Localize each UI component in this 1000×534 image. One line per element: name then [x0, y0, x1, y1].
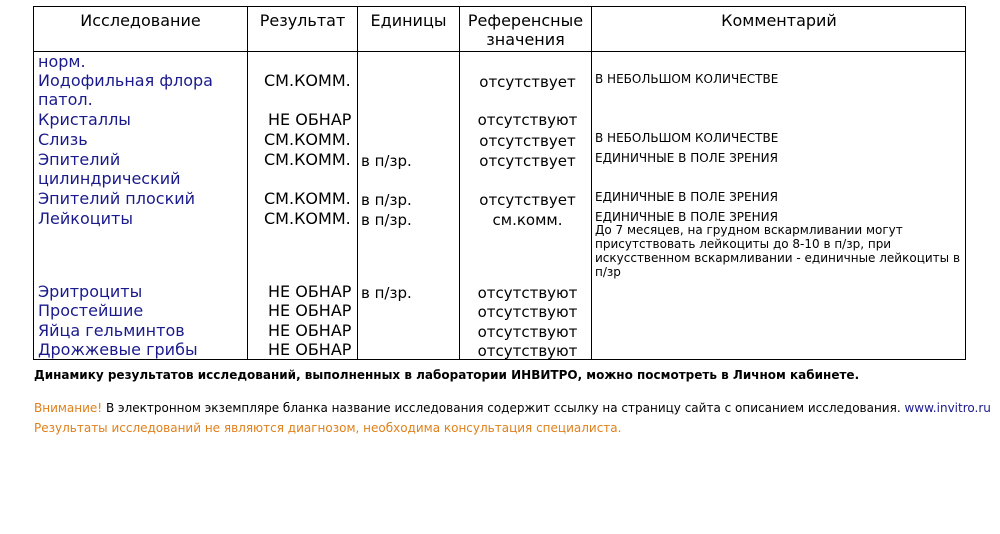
result-value: НЕ ОБНАР	[268, 110, 352, 129]
comment-value: ЕДИНИЧНЫЕ В ПОЛЕ ЗРЕНИЯ	[595, 210, 778, 224]
result-value: СМ.КОММ.	[264, 130, 351, 149]
study-name-line[interactable]: патол.	[38, 90, 93, 109]
reference-value: отсутствуют	[477, 111, 578, 129]
study-name-line[interactable]: Дрожжевые грибы	[38, 340, 198, 359]
reference-value: см.комм.	[492, 211, 563, 229]
comment-value: ЕДИНИЧНЫЕ В ПОЛЕ ЗРЕНИЯ	[595, 190, 778, 204]
unit-value: в п/зр.	[361, 152, 412, 170]
col-divider	[357, 7, 358, 359]
comment-value: В НЕБОЛЬШОМ КОЛИЧЕСТВЕ	[595, 131, 779, 145]
result-value: СМ.КОММ.	[264, 209, 351, 228]
result-value: НЕ ОБНАР	[268, 301, 352, 320]
site-link[interactable]: www.invitro.ru	[904, 401, 991, 415]
disclaimer: Результаты исследований не являются диагнозом, необходима консультация специалиста.	[34, 421, 622, 435]
study-name-line[interactable]: Простейшие	[38, 301, 144, 320]
result-value: НЕ ОБНАР	[268, 282, 352, 301]
header-result: Результат	[259, 11, 346, 30]
result-value: НЕ ОБНАР	[268, 340, 352, 359]
reference-value: отсутствуют	[477, 342, 578, 360]
attention-line	[34, 401, 991, 415]
reference-value: отсутствует	[479, 132, 576, 150]
col-divider	[247, 7, 248, 359]
reference-value: отсутствуют	[477, 284, 578, 302]
unit-value: в п/зр.	[361, 211, 412, 229]
comment-value: В НЕБОЛЬШОМ КОЛИЧЕСТВЕ	[595, 72, 779, 86]
unit-value: в п/зр.	[361, 191, 412, 209]
header-study: Исследование	[80, 11, 201, 30]
unit-value: в п/зр.	[361, 284, 412, 302]
study-name-line[interactable]: Кристаллы	[38, 110, 131, 129]
header-units: Единицы	[370, 11, 447, 30]
study-name-line[interactable]: цилиндрический	[38, 169, 181, 188]
reference-value: отсутствует	[479, 191, 576, 209]
reference-value: отсутствуют	[477, 303, 578, 321]
header-reference-line2: значения	[486, 30, 565, 49]
reference-value: отсутствует	[479, 152, 576, 170]
result-value: СМ.КОММ.	[264, 71, 351, 90]
attention-label: Внимание!	[34, 401, 103, 415]
result-value: НЕ ОБНАР	[268, 321, 352, 340]
reference-value: отсутствуют	[477, 323, 578, 341]
result-value: СМ.КОММ.	[264, 189, 351, 208]
comment-extra: До 7 месяцев, на грудном вскармливании могут присутствовать лейкоциты до 8-10 в п/зр, при искусственном вскармливании - единичные лейкоциты в п/зр	[595, 223, 961, 279]
study-name-line[interactable]: Эпителий плоский	[38, 189, 196, 208]
comment-value: ЕДИНИЧНЫЕ В ПОЛЕ ЗРЕНИЯ	[595, 151, 778, 165]
header-comment: Комментарий	[721, 11, 837, 30]
result-value: СМ.КОММ.	[264, 150, 351, 169]
dynamics-note: Динамику результатов исследований, выполненных в лаборатории ИНВИТРО, можно посмотреть в Личном кабинете.	[34, 368, 860, 382]
reference-value: отсутствует	[479, 73, 576, 91]
attention-text: В электронном экземпляре бланка название исследования содержит ссылку на страницу сайта с описанием исследования.	[102, 401, 905, 415]
study-name-line[interactable]: Лейкоциты	[38, 209, 133, 228]
study-name-line[interactable]: Иодофильная флора	[38, 71, 213, 90]
results-table	[33, 6, 966, 360]
study-name-line[interactable]: Слизь	[38, 130, 88, 149]
study-name-line[interactable]: норм.	[38, 52, 86, 71]
header-reference-line1: Референсные	[467, 11, 584, 30]
header-reference	[460, 11, 591, 49]
study-name-line[interactable]: Эпителий	[38, 150, 121, 169]
study-name-line[interactable]: Эритроциты	[38, 282, 143, 301]
study-name-line[interactable]: Яйца гельминтов	[38, 321, 185, 340]
header-divider	[34, 51, 965, 52]
